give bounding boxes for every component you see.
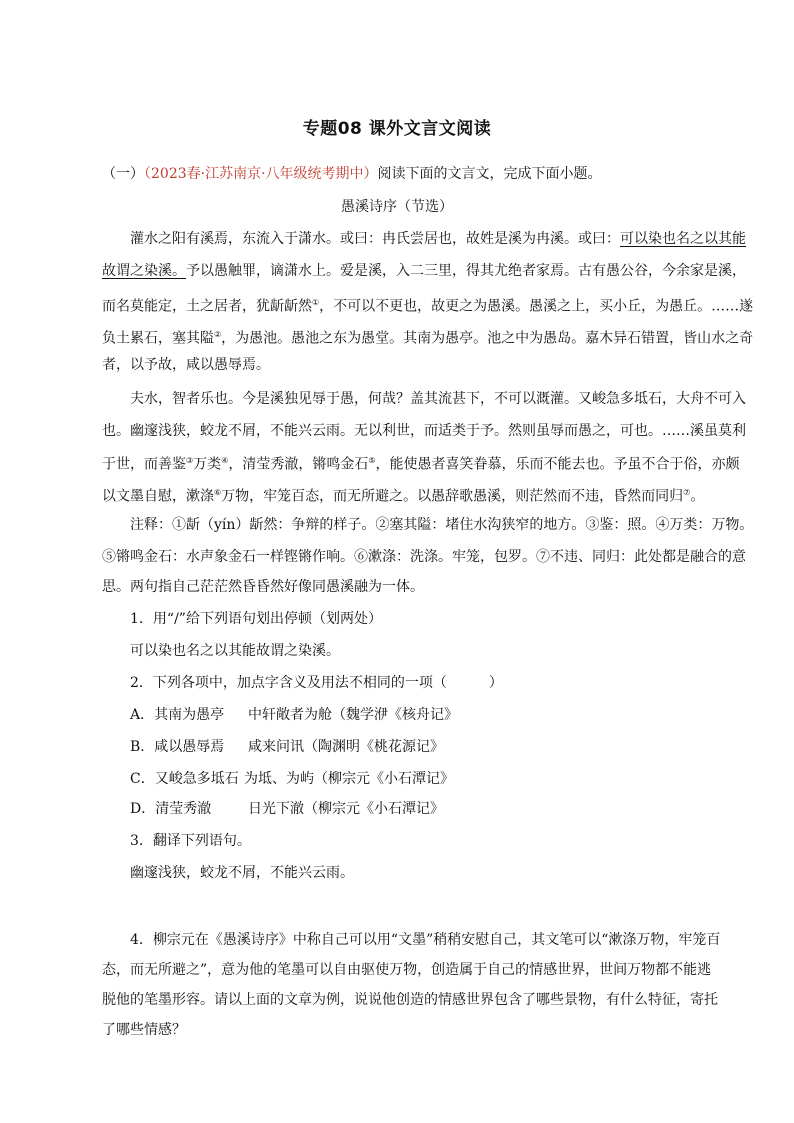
question-3-sentence: 幽邃浅狭，蛟龙不屑，不能兴云雨。 bbox=[130, 865, 354, 881]
question-2-option-b bbox=[130, 737, 750, 757]
option-left: A．其南为愚亭 bbox=[130, 707, 225, 723]
passage-text: 万物，牢笼百态，而无所避之。以愚辞歌愚溪，则茫然而不违，昏然而同归 bbox=[221, 488, 684, 505]
passage-text: 予以愚触罪，谪潇水上。爱是溪，入二三里，得其尤绝者家焉。古有愚公谷，今余家是溪， bbox=[186, 263, 746, 279]
passage-text: 。 bbox=[690, 488, 705, 505]
footnote-marker: ④ bbox=[221, 456, 229, 465]
question-1-sentence: 可以染也名之以其能故谓之染溪。 bbox=[130, 643, 340, 659]
section-instruction: 阅读下面的文言文，完成下面小题。 bbox=[377, 166, 602, 182]
passage-line bbox=[102, 261, 746, 281]
question-2-option-c bbox=[130, 769, 750, 789]
passage-text: ，不可以不更也，故更之为愚溪。愚溪之上，买小丘，为愚丘。……遂 bbox=[319, 298, 754, 315]
question-2-option-a bbox=[130, 705, 750, 725]
option-right: 日光下澈（柳宗元《小石潭记》 bbox=[248, 801, 444, 817]
option-left: D．清莹秀澈 bbox=[130, 801, 212, 817]
passage-text: ，清莹秀澈，锵鸣金石 bbox=[228, 456, 369, 473]
passage-title: 愚溪诗序（节选） bbox=[341, 199, 453, 215]
question-4-text: 4．柳宗元在《愚溪诗序》中称自己可以用“文墨”稍稍安慰自己，其文笔可以“漱涤万物，牢笼百态，而无所避之”，意为他的笔墨可以自由驱使万物，创造属于自己的情感世界，世间万物都不能逃脱他的笔墨形容。请以上面的文章为例，说说他创造的情感世界包含了哪些景物，有什么特征，寄托了哪些情感？ bbox=[102, 932, 721, 1038]
option-left: C．又峻急多坻石 bbox=[130, 771, 239, 787]
passage-text: 于世，而善鉴 bbox=[102, 456, 186, 473]
question-2-option-d bbox=[130, 799, 750, 819]
passage-text: ，能使愚者喜笑眷慕，乐而不能去也。予虽不合于俗，亦颇 bbox=[375, 456, 740, 473]
footnote-marker: ⑤ bbox=[368, 456, 376, 465]
option-left: B．咸以愚辱焉 bbox=[130, 739, 225, 755]
passage-text: 灌水之阳有溪焉，东流入于潇水。或曰：冉氏尝居也，故姓是溪为冉溪。或曰： bbox=[130, 231, 620, 247]
passage-text: 负土累石，塞其隘 bbox=[102, 330, 214, 347]
notes-line: 注释：①龂（yín）龂然：争辩的样子。②塞其隘：堵住水沟狭窄的地方。③鉴：照。④万类：万物。 bbox=[130, 517, 754, 533]
passage-line bbox=[130, 229, 750, 249]
passage-line bbox=[102, 325, 754, 349]
question-1-prompt: 1．用“/”给下列语句划出停顿（划两处） bbox=[130, 611, 382, 627]
footnote-marker: ① bbox=[312, 298, 320, 307]
section-number: （一） bbox=[102, 166, 144, 182]
underlined-text: 故谓之染溪。 bbox=[102, 263, 186, 279]
passage-line bbox=[102, 483, 722, 507]
passage-text: 万类 bbox=[193, 456, 222, 473]
passage-line bbox=[102, 451, 740, 475]
question-2-prompt: 2．下列各项中，加点字含义及用法不相同的一项（ ） bbox=[130, 675, 503, 691]
passage-line: 也。幽邃浅狭，蛟龙不屑，不能兴云雨。无以利世，而适类于予。然则虽辱而愚之，可也。……溪虽莫利 bbox=[102, 423, 746, 439]
notes-line: ⑤锵鸣金石：水声象金石一样铿锵作响。⑥漱涤：洗涤。牢笼，包罗。⑦不违、同归：此处都是融合的意 bbox=[102, 549, 746, 565]
option-right: 为坻、为屿（柳宗元《小石潭记》 bbox=[244, 771, 454, 787]
notes-line: 思。两句指自己茫茫然昏昏然好像同愚溪融为一体。 bbox=[102, 579, 424, 595]
option-right: 咸来问讯（陶渊明《桃花源记》 bbox=[248, 739, 444, 755]
question-3-prompt: 3．翻译下列语句。 bbox=[130, 833, 251, 849]
section-header bbox=[102, 164, 722, 184]
footnote-marker: ⑦ bbox=[683, 488, 691, 497]
page-title: 专题08 课外文言文阅读 bbox=[302, 119, 492, 139]
option-right: 中轩敞者为舱（魏学洢《核舟记》 bbox=[248, 707, 458, 723]
passage-line: 者，以予故，咸以愚辱焉。 bbox=[102, 357, 270, 373]
passage-text: 而名莫能定，土之居者，犹龂龂然 bbox=[102, 298, 312, 315]
passage-line bbox=[102, 293, 754, 317]
footnote-marker: ③ bbox=[186, 456, 194, 465]
passage-text: ，为愚池。愚池之东为愚堂。其南为愚亭。池之中为愚岛。嘉木异石错置，皆山水之奇 bbox=[221, 330, 754, 347]
passage-text: 以文墨自慰，漱涤 bbox=[102, 488, 214, 505]
passage-line: 夫水，智者乐也。今是溪独见辱于愚，何哉？盖其流甚下，不可以溉灌。又峻急多坻石，大舟不可入 bbox=[130, 391, 746, 407]
underlined-text: 可以染也名之以其能 bbox=[620, 231, 746, 247]
footnote-marker: ⑥ bbox=[214, 488, 222, 497]
footnote-marker: ② bbox=[214, 330, 222, 339]
section-source: （2023春·江苏南京·八年级统考期中） bbox=[144, 166, 378, 182]
